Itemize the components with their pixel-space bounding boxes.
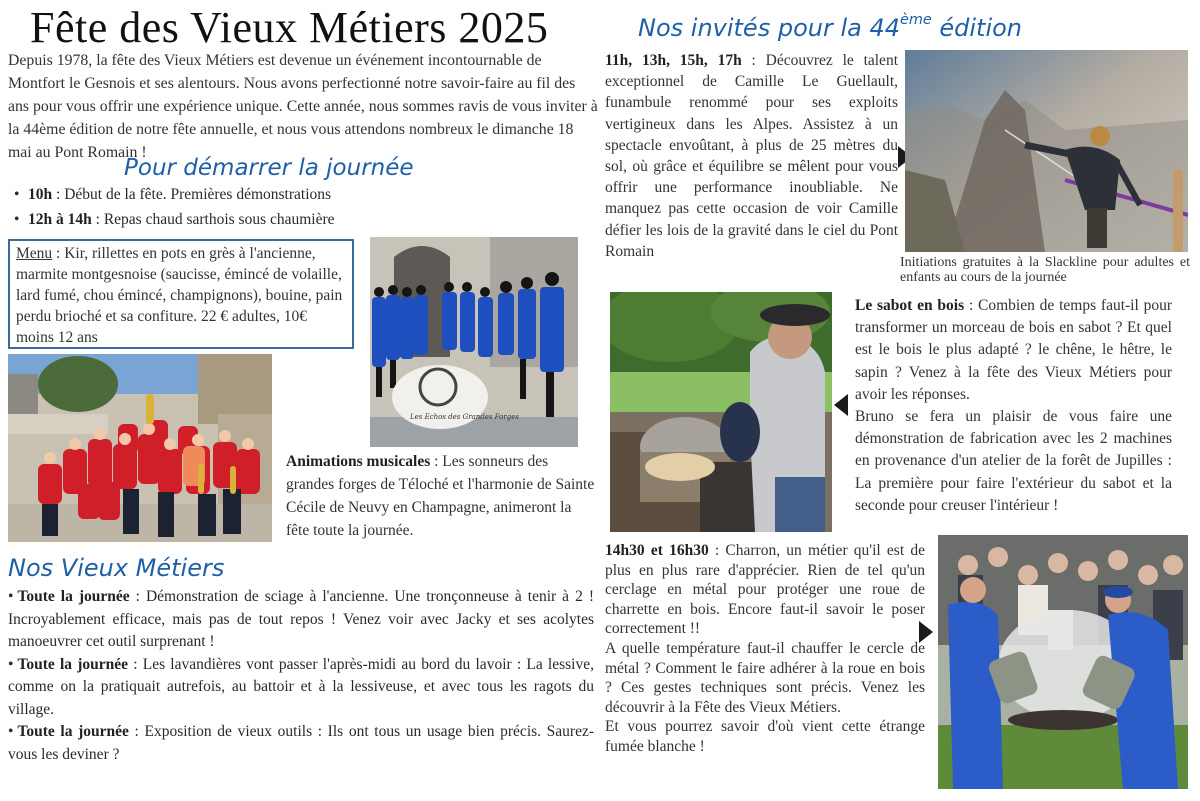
list-item: • 10h : Début de la fête. Premières démonstrations bbox=[12, 182, 572, 207]
list-item: • Toute la journée : Exposition de vieux outils : Ils ont tous un usage bien précis. Saurez-vous les deviner ? bbox=[8, 723, 594, 763]
sabot-maker-photo bbox=[610, 292, 832, 532]
sabot-label: Le sabot en bois bbox=[855, 297, 965, 314]
start-section-heading: Pour démarrer la journée bbox=[124, 155, 414, 181]
start-schedule-list bbox=[12, 182, 572, 232]
music-label: Animations musicales bbox=[286, 453, 435, 470]
charron-photo bbox=[938, 535, 1188, 789]
brass-band-photo bbox=[8, 354, 272, 542]
slackline-photo bbox=[905, 50, 1188, 252]
menu-label: Menu bbox=[16, 245, 53, 262]
pointer-right-icon bbox=[919, 621, 933, 643]
charron-paragraph: 14h30 et 16h30 : Charron, un métier qu'il est de plus en plus rare d'apprécier. Rien de tel qu'un cerclage en métal pour protéger une roue de charrette en bois. Encore faut-il savoir le poser correctement !! A quelle température faut-il chauffer le cercle de métal ? Comment le faire adhérer à la roue en bois ? Ces gestes techniques sont précis. Venez les découvrir à la Fête des Vieux Métiers. Et vous pourrez savoir d'où vient cette étrange fumée blanche ! bbox=[605, 542, 925, 755]
crafts-section-heading: Nos Vieux Métiers bbox=[8, 554, 225, 582]
sabot-paragraph: Le sabot en bois : Combien de temps faut-il pour transformer un morceau de bois en sabot ? Et quel est le bois le plus adapté ? le chêne, le hêtre, le sapin ? Venez à la fête des Vieux Métiers pour avoir les réponses. Bruno se fera un plaisir de vous faire une démonstration de fabrication avec les 2 machines en provenance d'un atelier de la forêt de Jupilles : La première pour faire l'extérieur du sabot et la seconde pour creuser l'intérieur ! bbox=[855, 297, 1172, 514]
music-paragraph: Animations musicales : Les sonneurs des grandes forges de Téloché et l'harmonie de Sainte Cécile de Neuvy en Champagne, animeront la fête toute la journée. bbox=[286, 453, 595, 539]
list-item: • Toute la journée : Les lavandières vont passer l'après-midi au bord du lavoir : La lessive, comme on la pratiquait autrefois, au battoir et à la lessiveuse, et avec tous les ragots du village. bbox=[8, 655, 594, 718]
menu-text: : Kir, rillettes en pots en grès à l'ancienne, marmite montgesnoise (saucisse, émincé de volaille, lard fumé, chou émincé, champignons), bouine, pain perdu brioché et sa confiture. 22 € adultes, 10€ moins 12 ans bbox=[16, 245, 343, 346]
charron-times: 14h30 et 16h30 bbox=[605, 542, 709, 559]
crafts-list bbox=[8, 586, 594, 766]
svg-text:Les Echos des Grandes Forges: Les Echos des Grandes Forges bbox=[410, 413, 519, 421]
horn-players-image bbox=[370, 237, 578, 447]
brass-band-image bbox=[8, 354, 272, 542]
intro-paragraph: Depuis 1978, la fête des Vieux Métiers est devenue un événement incontournable de Montfort le Gesnois et ses alentours. Nous avons perfectionné notre savoir-faire au fil des ans pour vous offrir une expérience unique. Cette année, nous sommes ravis de vous inviter à la 44ème édition de notre fête annuelle, et nous vous attendons nombreux le dimanche 18 mai au Pont Romain ! bbox=[8, 52, 598, 161]
page-title: Fête des Vieux Métiers 2025 bbox=[30, 3, 549, 52]
guests-section-heading: Nos invités pour la 44ème édition bbox=[638, 12, 1023, 42]
pointer-left-icon bbox=[834, 394, 848, 416]
slackline-image bbox=[905, 50, 1188, 252]
slackline-paragraph: 11h, 13h, 15h, 17h : Découvrez le talent exceptionnel de Camille Le Guellault, funambule renommé pour ses exploits vertigineux dans les Alpes. Assistez à un spectacle envoûtant, à plus de 25 mètres du sol, où grâce et équilibre se mêlent pour vous offrir une performance inoubliable. Ne manquez pas cette occasion de voir Camille défier les lois de la gravité dans le ciel du Pont Romain bbox=[605, 52, 898, 260]
menu-box bbox=[8, 239, 354, 349]
sabot-maker-image bbox=[610, 292, 832, 532]
horn-players-photo bbox=[370, 237, 578, 447]
charron-image bbox=[938, 535, 1188, 789]
slackline-times: 11h, 13h, 15h, 17h bbox=[605, 52, 742, 69]
list-item: • Toute la journée : Démonstration de sciage à l'ancienne. Une tronçonneuse à tenir à 2 ! Incroyablement efficace, mais pas de tout repos ! Venez voir avec Jacky et ses acolytes manoeuvrer cet outil surprenant ! bbox=[8, 588, 594, 650]
slackline-caption: Initiations gratuites à la Slackline pour adultes et enfants au cours de la journée bbox=[900, 255, 1190, 285]
list-item: • 12h à 14h : Repas chaud sarthois sous chaumière bbox=[12, 207, 572, 232]
